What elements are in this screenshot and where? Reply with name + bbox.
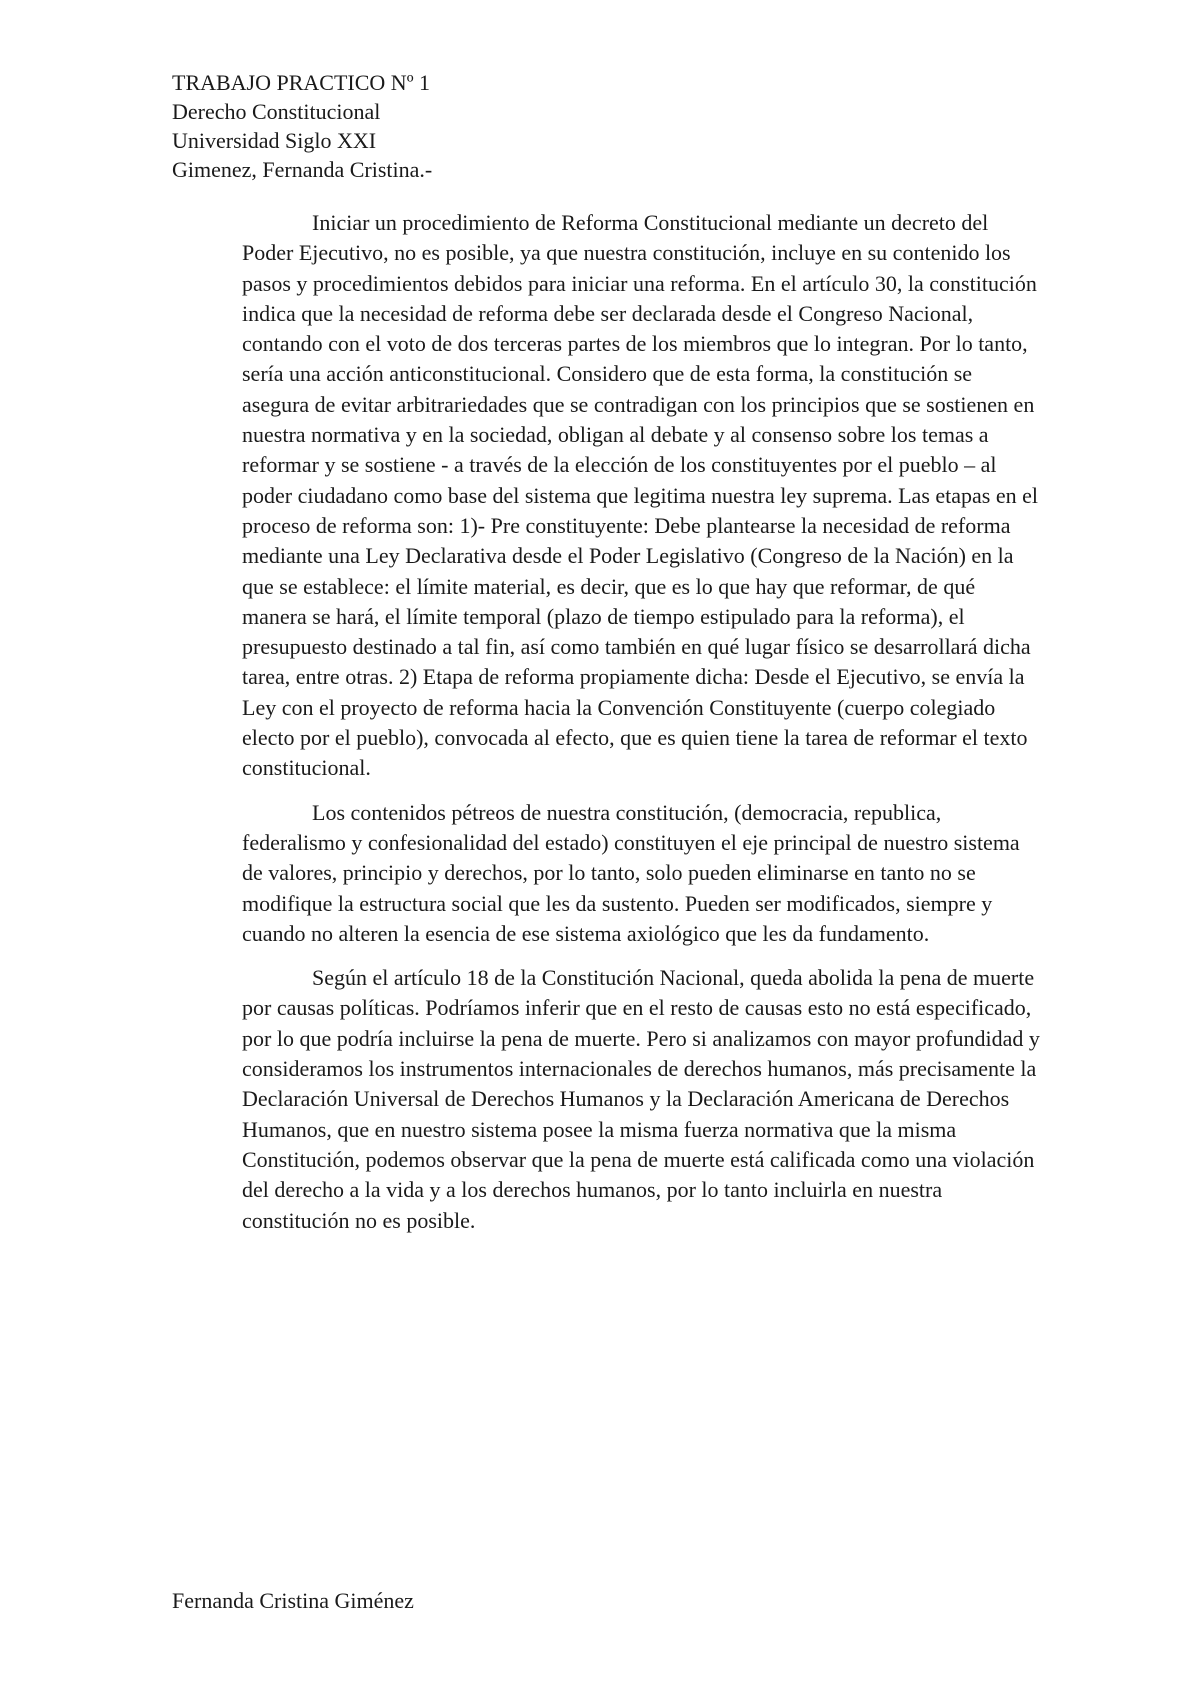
assignment-title: TRABAJO PRACTICO Nº 1 bbox=[172, 70, 431, 95]
document-header bbox=[172, 68, 432, 184]
author-name: Gimenez, Fernanda Cristina.- bbox=[172, 157, 433, 182]
university-name: Universidad Siglo XXI bbox=[172, 128, 377, 153]
document-body bbox=[242, 208, 1042, 1250]
footer-signature: Fernanda Cristina Giménez bbox=[172, 1588, 414, 1613]
course-name: Derecho Constitucional bbox=[172, 99, 381, 124]
paragraph-contenidos-petreos: Los contenidos pétreos de nuestra constitución, (democracia, republica, federalismo y confesionalidad del estado) constituyen el eje principal de nuestro sistema de valores, principio y derechos, por lo tanto, solo pueden eliminarse en tanto no se modifique la estructura social que les da sustento. Pueden ser modificados, siempre y cuando no alteren la esencia de ese sistema axiológico que les da fundamento. bbox=[242, 799, 1020, 946]
paragraph-pena-de-muerte: Según el artículo 18 de la Constitución Nacional, queda abolida la pena de muerte por causas políticas. Podríamos inferir que en el resto de causas esto no está especificado, por lo que podría incluirse la pena de muerte. Pero si analizamos con mayor profundidad y consideramos los instrumentos internacionales de derechos humanos, más precisamente la Declaración Universal de Derechos Humanos y la Declaración Americana de Derechos Humanos, que en nuestro sistema posee la misma fuerza normativa que la misma Constitución, podemos observar que la pena de muerte está calificada como una violación del derecho a la vida y a los derechos humanos, por lo tanto incluirla en nuestra constitución no es posible. bbox=[242, 965, 1040, 1233]
paragraph-reforma: Iniciar un procedimiento de Reforma Constitucional mediante un decreto del Poder Ejecutivo, no es posible, ya que nuestra constitución, incluye en su contenido los pasos y procedimientos debidos para iniciar una reforma. En el artículo 30, la constitución indica que la necesidad de reforma debe ser declarada desde el Congreso Nacional, contando con el voto de dos terceras partes de los miembros que lo integran. Por lo tanto, sería una acción anticonstitucional. Considero que de esta forma, la constitución se asegura de evitar arbitrariedades que se contradigan con los principios que se sostienen en nuestra normativa y en la sociedad, obligan al debate y al consenso sobre los temas a reformar y se sostiene - a través de la elección de los constituyentes por el pueblo – al poder ciudadano como base del sistema que legitima nuestra ley suprema. Las etapas en el proceso de reforma son: 1)- Pre constituyente: Debe plantearse la necesidad de reforma mediante una Ley Declarativa desde el Poder Legislativo (Congreso de la Nación) en la que se establece: el límite material, es decir, que es lo que hay que reformar, de qué manera se hará, el límite temporal (plazo de tiempo estipulado para la reforma), el presupuesto destinado a tal fin, así como también en qué lugar físico se desarrollará dicha tarea, entre otras. 2) Etapa de reforma propiamente dicha: Desde el Ejecutivo, se envía la Ley con el proyecto de reforma hacia la Convención Constituyente (cuerpo colegiado electo por el pueblo), convocada al efecto, que es quien tiene la tarea de reformar el texto constitucional. bbox=[242, 210, 1038, 781]
